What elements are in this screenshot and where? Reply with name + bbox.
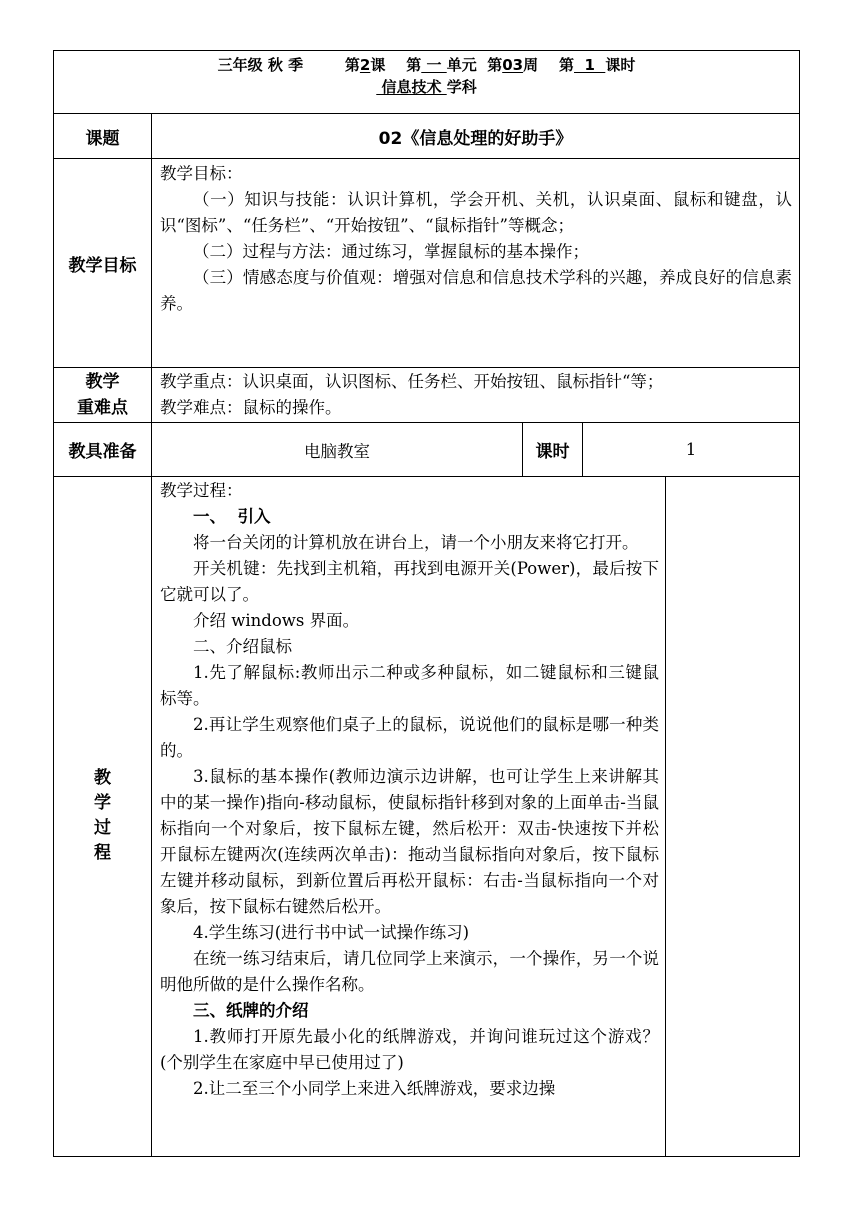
objectives-attitude: （三）情感态度与价值观：增强对信息和信息技术学科的兴趣，养成良好的信息素养。 xyxy=(160,268,792,313)
keypoints-difficulty: 教学难点：鼠标的操作。 xyxy=(160,398,342,417)
process-label xyxy=(54,766,151,866)
period-number: 1 xyxy=(574,56,606,74)
objectives-intro: 教学目标： xyxy=(160,164,243,183)
table-border-top xyxy=(53,50,800,51)
section-2-para-2: 2.再让学生观察他们桌子上的鼠标，说说他们的鼠标是哪一种类的。 xyxy=(160,715,659,760)
hours-label: 课时 xyxy=(535,442,570,462)
section-3-para-1: 1.教师打开原先最小化的纸牌游戏，并询问谁玩过这个游戏？(个别学生在家庭中早已使用过了) xyxy=(160,1027,659,1072)
section-2-title: 二、介绍鼠标 xyxy=(193,637,292,656)
section-3-title: 三、纸牌的介绍 xyxy=(193,1001,309,1020)
keypoints-content xyxy=(160,369,796,421)
table-border-right xyxy=(799,50,800,1157)
week-number: 03 xyxy=(502,56,524,74)
objectives-process: （二）过程与方法：通过练习，掌握鼠标的基本操作； xyxy=(193,242,589,261)
keypoints-focus: 教学重点：认识桌面，认识图标、任务栏、开始按钮、鼠标指针“等； xyxy=(160,372,664,391)
process-label-char-4: 程 xyxy=(94,843,111,863)
section-1-para-2: 开关机键：先找到主机箱，再找到电源开关(Power)，最后按下它就可以了。 xyxy=(160,559,659,604)
section-2-para-4: 4.学生练习(进行书中试一试操作练习) xyxy=(193,923,470,942)
process-content xyxy=(160,478,659,1102)
section-1-para-1: 将一台关闭的计算机放在讲台上，请一个小朋友来将它打开。 xyxy=(193,533,639,552)
topic-label: 课题 xyxy=(85,128,120,149)
hours-value: 1 xyxy=(685,440,697,459)
process-label-char-3: 过 xyxy=(94,818,111,838)
grade-season: 三年级 秋 季 xyxy=(217,56,304,74)
section-2-para-5: 在统一练习结束后，请几位同学上来演示，一个操作，另一个说明他所做的是什么操作名称。 xyxy=(160,949,659,994)
table-rule-objectives xyxy=(53,367,800,368)
topic-value: 02《信息处理的好助手》 xyxy=(378,128,573,149)
objectives-label: 教学目标 xyxy=(68,255,137,276)
equipment-value: 电脑教室 xyxy=(304,441,370,461)
objectives-knowledge: （一）知识与技能：认识计算机，学会开机、关机，认识桌面、鼠标和键盘，认识“图标”、“任务栏”、“开始按钮”、“鼠标指针”等概念； xyxy=(160,190,792,235)
subject-suffix: 学科 xyxy=(446,78,477,96)
keypoints-label-line1: 教学 xyxy=(85,372,120,392)
equipment-label: 教具准备 xyxy=(68,442,137,462)
section-1-title: 一、 引入 xyxy=(193,507,271,526)
header-line-1: 三年级 秋 季 第2课 第 一 单元 第03周 第 1 课时 xyxy=(217,56,636,74)
objectives-content xyxy=(160,161,792,317)
table-rule-label-column xyxy=(151,113,152,1157)
table-rule-topic xyxy=(53,158,800,159)
table-border-bottom xyxy=(53,1156,800,1157)
section-2-para-1: 1.先了解鼠标:教师出示二种或多种鼠标，如二键鼠标和三键鼠标等。 xyxy=(160,663,659,708)
section-2-para-3: 3.鼠标的基本操作(教师边演示边讲解，也可让学生上来讲解其中的某一操作)指向-移动鼠标，使鼠标指针移到对象的上面单击-当鼠标指向一个对象后，按下鼠标左键，然后松开：双击-快速按下并松开鼠标左键两次(连续两次单击)：拖动当鼠标指向对象后，按下鼠标左键并移动鼠标，到新位置后再松开鼠标：右击-当鼠标指向一个对象后，按下鼠标右键然后松开。 xyxy=(160,767,659,916)
section-3-para-2: 2.让二至三个小同学上来进入纸牌游戏，要求边操 xyxy=(193,1079,556,1098)
subject-name: 信息技术 xyxy=(376,78,447,96)
process-notes-column xyxy=(666,477,799,1156)
process-intro: 教学过程： xyxy=(160,481,243,500)
process-label-char-2: 学 xyxy=(94,793,111,813)
keypoints-label-line2: 重难点 xyxy=(77,398,128,418)
keypoints-label xyxy=(54,368,151,422)
process-label-char-1: 教 xyxy=(94,768,111,788)
lesson-number: 2 xyxy=(359,56,371,74)
header-line-2 xyxy=(53,76,800,98)
section-1-para-3: 介绍 windows 界面。 xyxy=(193,611,360,630)
unit-number: 一 xyxy=(421,56,447,74)
